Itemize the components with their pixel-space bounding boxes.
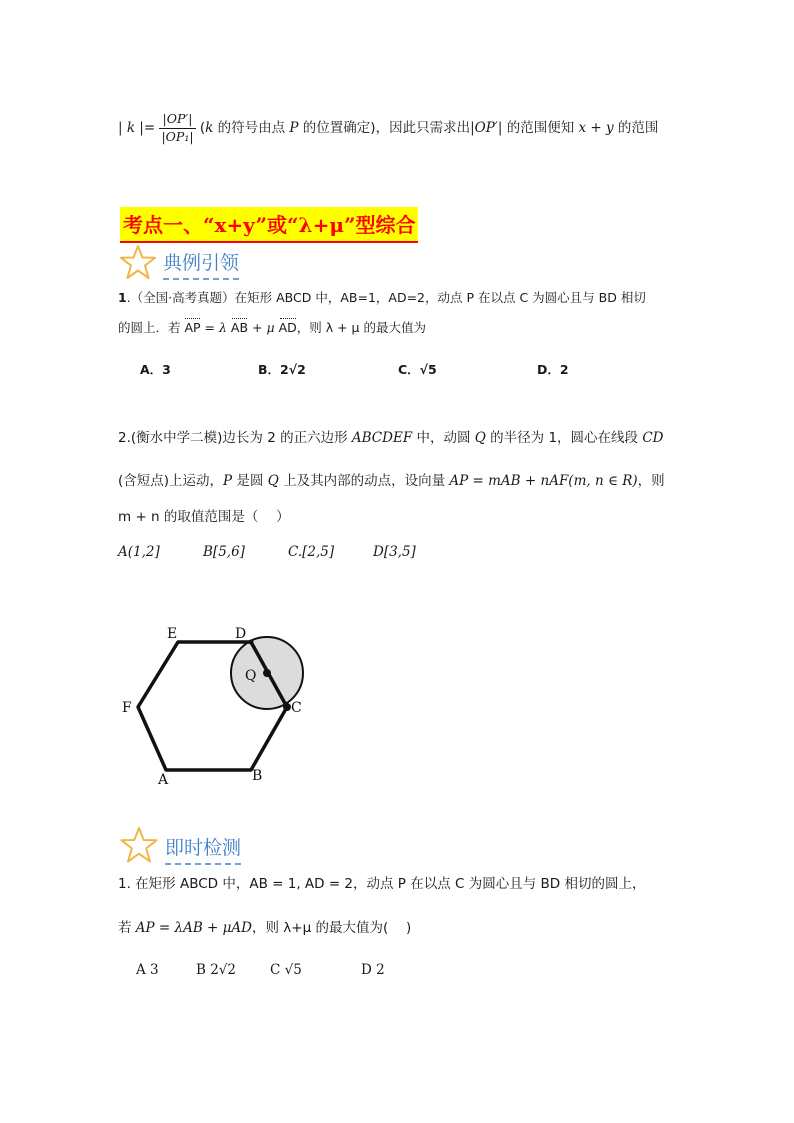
q2-text1b: 中，动圆 <box>412 430 475 446</box>
xy-expr: x + y <box>578 120 614 136</box>
hexagon-figure <box>118 615 318 790</box>
q2-text2a: (含短点)上运动， <box>118 473 224 489</box>
q1-text2b: ，则 λ + μ 的最大值为 <box>296 320 426 335</box>
q2-line3: m + n 的取值范围是（ ） <box>118 509 290 525</box>
q2-text1c: 的半径为 1，圆心在线段 <box>485 430 643 446</box>
p1-line2 <box>118 922 411 936</box>
point-d <box>249 640 254 645</box>
q2-eq: AP = mAB + nAF(m, n ∈ R) <box>449 473 638 489</box>
example-heading <box>118 244 258 278</box>
note-mid: 的符号由点 <box>213 120 290 136</box>
q2-text2b: 是圆 <box>232 473 268 489</box>
q2-p: P <box>223 473 233 489</box>
example-heading-label: 典例引领 <box>163 248 239 280</box>
label-q: Q <box>245 668 257 684</box>
vector-ap: AP <box>184 320 201 335</box>
tail-text: 的范围 <box>613 120 659 136</box>
note-p: P <box>289 120 299 136</box>
label-d: D <box>235 626 247 642</box>
p1-option-b: B 2√2 <box>196 962 236 978</box>
q2-option-c: C.[2,5] <box>288 544 335 560</box>
q2-option-d: D[3,5] <box>373 544 416 560</box>
q1-eq: = λ <box>200 320 231 335</box>
practice-heading-label: 即时检测 <box>165 833 241 865</box>
p1-line1: 1. 在矩形 ABCD 中，AB = 1, AD = 2，动点 P 在以点 C 为圆心且与 BD 相切的圆上， <box>118 876 646 892</box>
abs-op: |OP′| <box>470 120 503 136</box>
q1-line1 <box>118 292 646 305</box>
point-c <box>283 703 291 711</box>
q2-q2: Q <box>267 473 279 489</box>
q1-line2 <box>118 322 426 335</box>
q2-option-a: A(1,2] <box>118 544 160 560</box>
star-icon <box>118 244 158 280</box>
intro-line <box>118 113 658 143</box>
label-b: B <box>252 768 263 784</box>
p1-option-d: D 2 <box>361 962 385 978</box>
p1-option-a: A 3 <box>136 962 159 978</box>
k-abs: | k |= <box>118 120 156 136</box>
q2-text2d: ，则 <box>637 473 665 489</box>
star-icon <box>118 826 160 864</box>
q1-text2a: 的圆上．若 <box>118 320 185 335</box>
q1-option-a: A．3 <box>140 362 171 377</box>
q2-text1a: 2.(衡水中学二模)边长为 2 的正六边形 <box>118 430 352 446</box>
fraction-denominator: |OP₁| <box>161 128 194 144</box>
p1-text2a: 若 <box>118 920 136 936</box>
center-q-point <box>263 669 271 677</box>
q1-number: 1 <box>118 290 127 305</box>
section-title: 考点一、“x+y”或“λ+μ”型综合 <box>120 207 418 243</box>
label-c: C <box>291 700 302 716</box>
vector-ab: AB <box>230 320 249 335</box>
note-close: 的位置确定)，因此只需求出 <box>298 120 471 136</box>
note-open: ( <box>199 120 206 136</box>
p1-eq: AP = λAB + μAD <box>135 920 252 936</box>
q2-hex: ABCDEF <box>351 430 413 446</box>
label-a: A <box>158 772 169 788</box>
practice-heading <box>118 826 258 862</box>
q2-q: Q <box>474 430 486 446</box>
q1-option-d: D．2 <box>537 362 569 377</box>
fraction-numerator: |OP′| <box>159 113 195 129</box>
label-f: F <box>122 700 132 716</box>
vector-ad: AD <box>278 320 297 335</box>
q1-plus: + μ <box>248 320 279 335</box>
ratio-fraction <box>159 113 195 143</box>
q2-line1 <box>118 432 663 446</box>
p1-text2b: ，则 λ+μ 的最大值为( ) <box>252 920 412 936</box>
q2-line2 <box>118 475 665 489</box>
label-e: E <box>167 626 178 642</box>
range-text: 的范围便知 <box>502 120 579 136</box>
q2-cd: CD <box>642 430 664 446</box>
q2-option-b: B[5,6] <box>203 544 245 560</box>
q2-text2c: 上及其内部的动点，设向量 <box>278 473 450 489</box>
q1-text1: .（全国·高考真题）在矩形 ABCD 中，AB=1，AD=2，动点 P 在以点 C 为圆心且与 BD 相切 <box>126 290 646 305</box>
q1-option-c: C．√5 <box>398 362 437 377</box>
note-k: k <box>205 120 214 136</box>
p1-option-c: C √5 <box>270 962 302 978</box>
q1-option-b: B．2√2 <box>258 362 306 377</box>
